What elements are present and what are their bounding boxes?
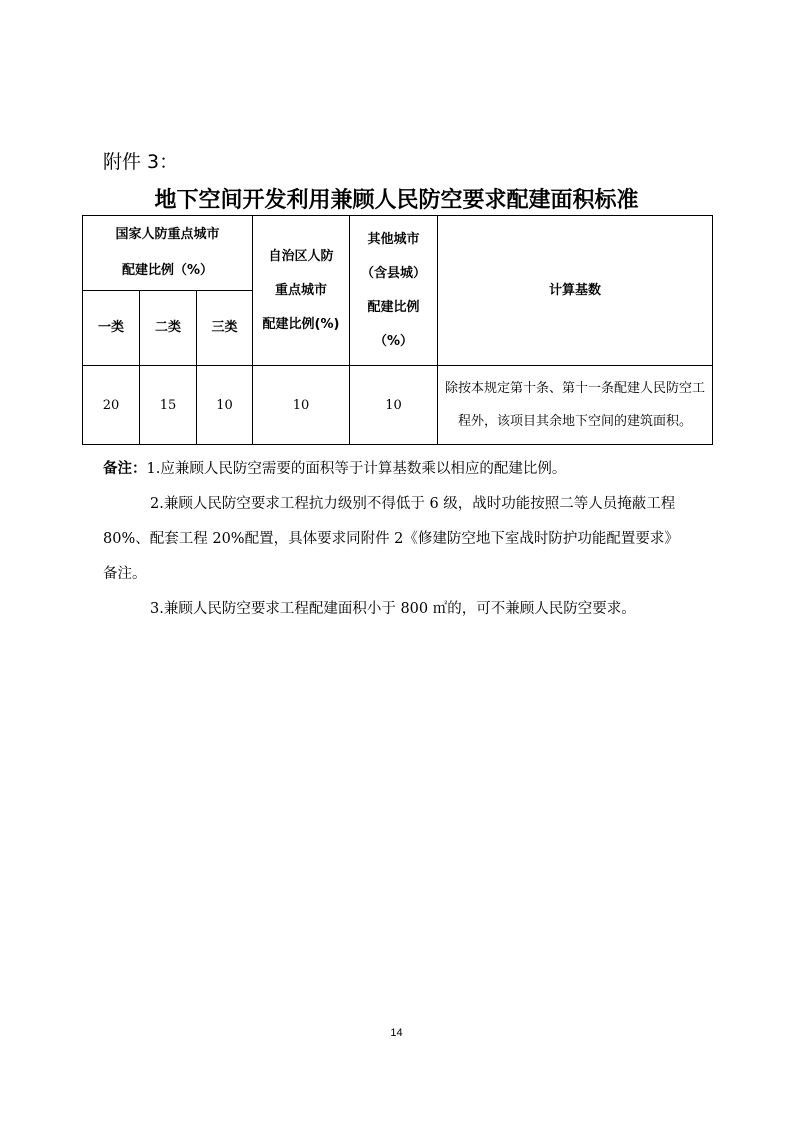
header-class1: 一类	[83, 291, 140, 366]
header-other-line3: 配建比例	[367, 299, 420, 315]
header-calculation-basis: 计算基数	[438, 216, 713, 366]
header-class3: 三类	[197, 291, 253, 366]
cell-class2: 15	[140, 366, 197, 445]
header-autonomous-region	[253, 216, 350, 366]
notes-label: 备注：	[103, 461, 147, 477]
header-national-line1: 国家人防重点城市	[115, 227, 220, 242]
header-autonomous-line1: 自治区人防	[268, 248, 334, 264]
header-class2: 二类	[140, 291, 197, 366]
cell-class3: 10	[197, 366, 253, 445]
header-other-line2: （含县城）	[361, 265, 427, 281]
attachment-label: 附件 3：	[103, 151, 179, 173]
note-1-text: 1.应兼顾人民防空需要的面积等于计算基数乘以相应的配建比例。	[146, 461, 567, 477]
cell-class1: 20	[83, 366, 140, 445]
cell-autonomous: 10	[253, 366, 350, 445]
notes-section	[103, 452, 693, 627]
header-other-line1: 其他城市	[367, 231, 420, 247]
header-national-line2: 配建比例（%）	[121, 263, 214, 278]
document-title: 地下空间开发利用兼顾人民防空要求配建面积标准	[154, 188, 639, 213]
cell-basis: 除按本规定第十条、第十一条配建人民防空工程外，该项目其余地下空间的建筑面积。	[438, 366, 713, 445]
page-number: 14	[390, 1027, 403, 1039]
cell-other: 10	[350, 366, 438, 445]
standards-table	[82, 215, 713, 445]
note-3: 3.兼顾人民防空要求工程配建面积小于 800 ㎡的，可不兼顾人民防空要求。	[150, 601, 636, 617]
header-autonomous-line3: 配建比例(%)	[262, 316, 340, 332]
header-other-line4: （%）	[374, 333, 414, 349]
note-1	[103, 452, 693, 487]
header-other-cities	[350, 216, 438, 366]
header-national-cities	[83, 216, 253, 291]
note-2: 2.兼顾人民防空要求工程抗力级别不得低于 6 级，战时功能按照二等人员掩蔽工程 80%、配套工程 20%配置，具体要求同附件 2《修建防空地下室战时防护功能配置要求》备注。	[103, 496, 679, 582]
header-autonomous-line2: 重点城市	[275, 282, 328, 298]
